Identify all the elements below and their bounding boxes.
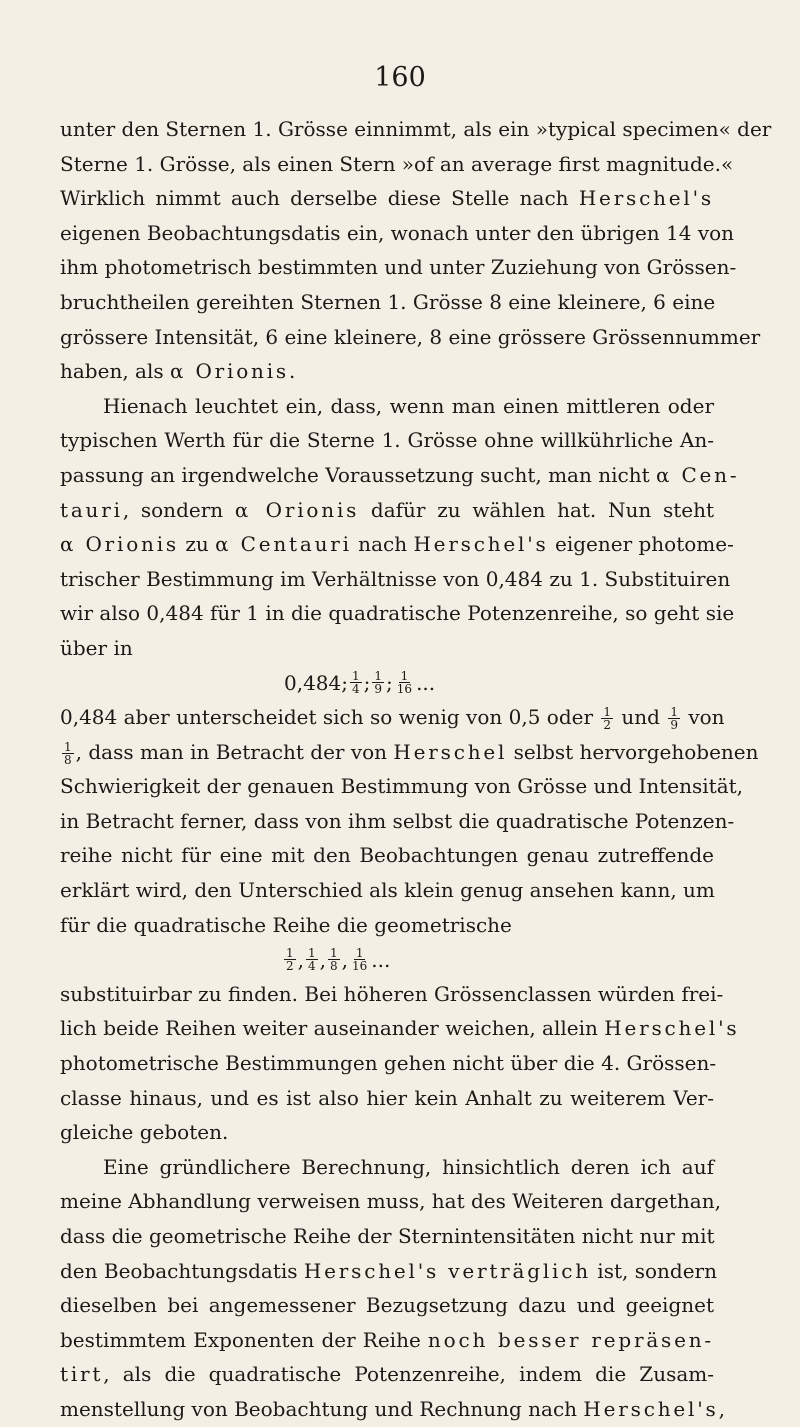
text-line: ihm photometrisch bestimmten und unter Zuziehung von Grössen- bbox=[60, 255, 737, 280]
text-line: erklärt wird, den Unterschied als klein genug ansehen kann, um bbox=[60, 878, 715, 903]
fraction: $\frac{1}{2}$ bbox=[286, 946, 294, 974]
equation-separator: , bbox=[341, 947, 348, 972]
text-line: substituirbar zu finden. Bei höheren Grössenclassen würden frei- bbox=[60, 981, 724, 1006]
text-line: Schwierigkeit der genauen Bestimmung von Grösse und Intensität, bbox=[60, 774, 744, 799]
text-segment: lich beide Reihen weiter auseinander weichen, allein bbox=[60, 1016, 605, 1041]
text-line: unter den Sternen 1. Grösse einnimmt, als ein »typical specimen« der bbox=[60, 117, 772, 141]
text-line bbox=[60, 735, 759, 770]
text-line: Sterne 1. Grösse, als einen Stern »of an average first magnitude.« bbox=[60, 151, 734, 176]
text-segment: dafür zu wählen hat. Nun steht bbox=[359, 497, 715, 522]
text-line bbox=[60, 458, 740, 493]
fraction: $\frac{1}{4}$ bbox=[308, 946, 316, 974]
spaced-name: α Orionis bbox=[169, 359, 289, 384]
fraction: $\frac{1}{16}$ bbox=[396, 669, 413, 697]
equation-ellipsis: ... bbox=[416, 670, 436, 695]
equation-ellipsis: ... bbox=[371, 947, 391, 972]
spaced-name: α Orionis bbox=[60, 532, 179, 557]
fraction: $\frac{1}{8}$ bbox=[64, 739, 72, 767]
equation-separator: ; bbox=[363, 670, 371, 695]
text-line bbox=[60, 181, 714, 216]
text-segment: und bbox=[615, 705, 667, 730]
fraction: $\frac{1}{4}$ bbox=[352, 669, 360, 697]
equation-separator: , bbox=[297, 947, 304, 972]
text-line bbox=[60, 1011, 740, 1046]
text-segment: , als die quadratische Potenzenreihe, indem die Zusam- bbox=[103, 1362, 714, 1387]
equation-power-series bbox=[60, 666, 714, 701]
text-segment: nach bbox=[351, 532, 414, 557]
text-segment: , sondern bbox=[122, 497, 235, 522]
text-segment: 0,484 aber unterscheidet sich so wenig von 0,5 oder bbox=[60, 705, 600, 730]
spaced-name: α Centauri bbox=[215, 532, 352, 557]
text-line: gleiche geboten. bbox=[60, 1120, 229, 1145]
text-segment: . bbox=[288, 359, 296, 384]
text-line: Hienach leuchtet ein, dass, wenn man einen mittleren oder bbox=[103, 393, 714, 418]
text-line: dass die geometrische Reihe der Sternintensitäten nicht nur mit bbox=[60, 1224, 715, 1248]
text-segment: , dass man in Betracht der von bbox=[75, 739, 394, 764]
fraction: $\frac{1}{2}$ bbox=[603, 705, 612, 733]
text-segment: von bbox=[681, 705, 725, 730]
fraction: $\frac{1}{8}$ bbox=[330, 946, 338, 974]
page-number: 160 bbox=[374, 62, 426, 93]
text-segment: haben, als bbox=[60, 359, 170, 384]
text-line: trischer Bestimmung im Verhältnisse von 0,484 zu 1. Substituiren bbox=[60, 566, 731, 591]
text-line: classe hinaus, und es ist also hier kein Anhalt zu weiterem Ver- bbox=[60, 1085, 714, 1110]
text-line: wir also 0,484 für 1 in die quadratische Potenzenreihe, so geht sie bbox=[60, 601, 735, 626]
text-line bbox=[60, 1254, 717, 1289]
equation-geometric-series bbox=[60, 942, 714, 977]
text-segment: , bbox=[718, 1396, 725, 1421]
text-segment: den Beobachtungsdatis bbox=[60, 1258, 304, 1283]
text-segment: menstellung von Beobachtung und Rechnung nach bbox=[60, 1396, 584, 1421]
fraction: $\frac{1}{16}$ bbox=[352, 946, 368, 974]
text-line: typischen Werth für die Sterne 1. Grösse ohne willkührliche An- bbox=[60, 428, 714, 453]
text-line: reihe nicht für eine mit den Beobachtungen genau zutreffende bbox=[60, 843, 714, 868]
text-line: in Betracht ferner, dass von ihm selbst die quadratische Potenzen- bbox=[60, 808, 735, 833]
equation-separator: ; bbox=[386, 670, 393, 695]
equation-term: 0,484; bbox=[284, 670, 348, 695]
spaced-name: Herschel's bbox=[604, 1016, 740, 1041]
spaced-name: α Cen- bbox=[655, 462, 740, 487]
spaced-emphasis: tirt bbox=[60, 1362, 104, 1387]
text-segment: selbst hervorgehobenen bbox=[507, 739, 759, 764]
text-line bbox=[60, 1323, 714, 1358]
text-line: meine Abhandlung verweisen muss, hat des Weiteren dargethan, bbox=[60, 1189, 721, 1214]
text-segment: Wirklich nimmt auch derselbe diese Stelle nach bbox=[60, 186, 579, 211]
text-line bbox=[60, 1357, 714, 1392]
text-line: bruchtheilen gereihten Sternen 1. Grösse 8 eine kleinere, 6 eine bbox=[60, 289, 716, 314]
text-line bbox=[60, 493, 714, 528]
text-segment: passung an irgendwelche Voraussetzung sucht, man nicht bbox=[60, 462, 656, 487]
body-text bbox=[60, 112, 772, 1427]
text-line bbox=[60, 1392, 725, 1427]
text-line: dieselben bei angemessener Bezugsetzung dazu und geeignet bbox=[60, 1293, 714, 1318]
text-line bbox=[60, 527, 734, 562]
spaced-name: tauri bbox=[60, 497, 123, 522]
text-line: grössere Intensität, 6 eine kleinere, 8 eine grössere Grössennummer bbox=[60, 324, 761, 349]
text-line: über in bbox=[60, 635, 133, 660]
fraction: $\frac{1}{9}$ bbox=[670, 705, 678, 733]
equation-separator: , bbox=[319, 947, 326, 972]
spaced-emphasis: noch besser repräsen- bbox=[427, 1327, 714, 1352]
text-segment: zu bbox=[179, 532, 216, 557]
fraction: $\frac{1}{9}$ bbox=[374, 669, 383, 697]
spaced-name: Herschel bbox=[393, 739, 508, 764]
text-segment: eigener photome- bbox=[548, 532, 734, 557]
spaced-name: Herschel's bbox=[413, 532, 549, 557]
text-line: photometrische Bestimmungen gehen nicht über die 4. Grössen- bbox=[60, 1051, 717, 1076]
spaced-name: Herschel's bbox=[583, 1396, 719, 1421]
text-line: Eine gründlichere Berechnung, hinsichtlich deren ich auf bbox=[103, 1154, 714, 1179]
text-line bbox=[60, 354, 714, 389]
text-segment: bestimmtem Exponenten der Reihe bbox=[60, 1327, 428, 1352]
spaced-name: Herschel's bbox=[578, 186, 714, 211]
text-line: eigenen Beobachtungsdatis ein, wonach unter den übrigen 14 von bbox=[60, 220, 735, 245]
text-line bbox=[60, 700, 725, 735]
spaced-name: Herschel's verträglich bbox=[303, 1258, 591, 1283]
spaced-name: α Orionis bbox=[234, 497, 360, 522]
text-line: für die quadratische Reihe die geometrische bbox=[60, 912, 512, 937]
text-segment: ist, sondern bbox=[590, 1258, 717, 1283]
